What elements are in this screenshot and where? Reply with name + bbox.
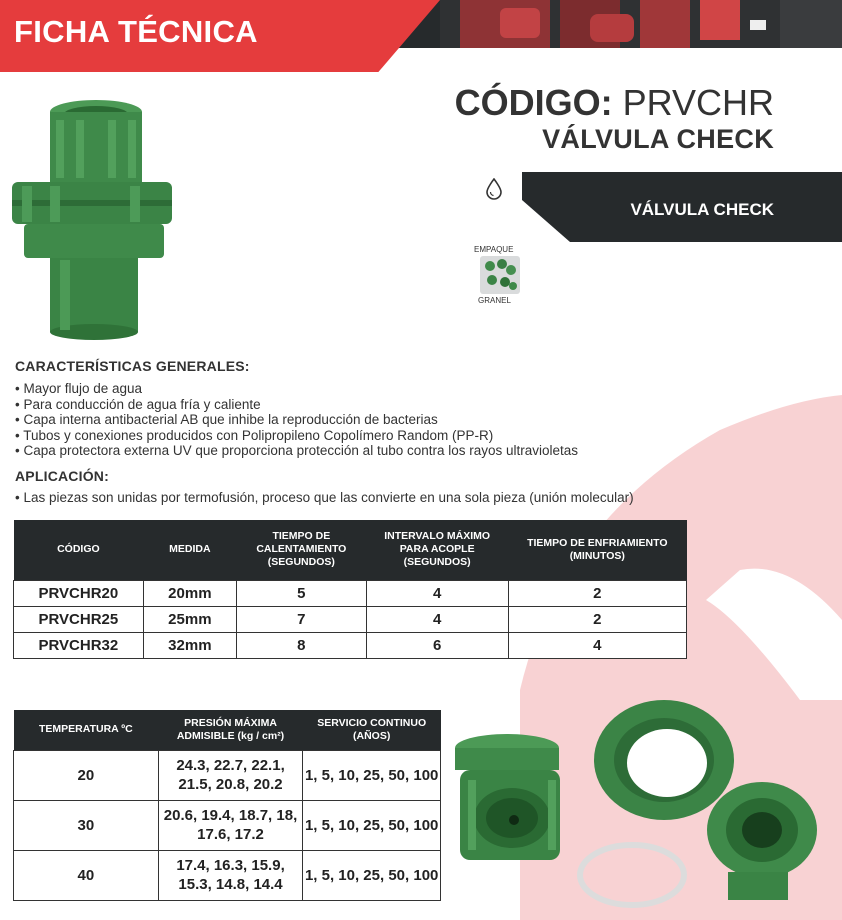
- cell: 2: [508, 580, 686, 606]
- col-header-heating-time: TIEMPO DE CALENTAMIENTO (SEGUNDOS): [236, 520, 366, 580]
- cell: PRVCHR32: [14, 632, 144, 658]
- header-pipes-photo: [440, 0, 842, 48]
- cell: 4: [508, 632, 686, 658]
- col-header-temperature: TEMPERATURA ºC: [14, 710, 159, 750]
- product-image: [10, 100, 180, 340]
- table-header-row: [14, 710, 441, 750]
- cell: 32mm: [143, 632, 236, 658]
- cell: 6: [366, 632, 508, 658]
- cell: 1, 5, 10, 25, 50, 100: [303, 850, 441, 900]
- table-row: [14, 750, 441, 800]
- general-list: [15, 381, 578, 459]
- cell: 4: [366, 580, 508, 606]
- table-row: [14, 632, 687, 658]
- product-code: PRVCHR: [622, 82, 774, 123]
- list-item: • Capa protectora externa UV que proporciona protección al tubo contra los rayos ultravioletas: [15, 443, 578, 459]
- cell: 7: [236, 606, 366, 632]
- table-row: [14, 580, 687, 606]
- col-header-service-years: SERVICIO CONTINUO (AÑOS): [303, 710, 441, 750]
- cell: 4: [366, 606, 508, 632]
- cell: 1, 5, 10, 25, 50, 100: [303, 750, 441, 800]
- product-name: VÁLVULA CHECK: [542, 124, 774, 154]
- table-header-row: [14, 520, 687, 580]
- list-item: • Mayor flujo de agua: [15, 381, 578, 397]
- list-item: • Para conducción de agua fría y caliente: [15, 397, 578, 413]
- col-header-cooling-time: TIEMPO DE ENFRIAMIENTO (MINUTOS): [508, 520, 686, 580]
- col-header-size: MEDIDA: [143, 520, 236, 580]
- code-label: CÓDIGO:: [454, 82, 613, 123]
- water-drop-icon: [484, 178, 504, 200]
- cell: 20: [14, 750, 159, 800]
- cell: 20mm: [143, 580, 236, 606]
- packaging-bag-image: [480, 256, 520, 294]
- cell: 5: [236, 580, 366, 606]
- application-list: [15, 490, 634, 506]
- cell: 24.3, 22.7, 22.1, 21.5, 20.8, 20.2: [158, 750, 303, 800]
- cell: 25mm: [143, 606, 236, 632]
- application-title: APLICACIÓN:: [15, 468, 109, 484]
- cell: 20.6, 19.4, 18.7, 18, 17.6, 17.2: [158, 800, 303, 850]
- general-section: [15, 358, 578, 459]
- cell: 30: [14, 800, 159, 850]
- packaging-bottom-label: GRANEL: [478, 296, 511, 305]
- col-header-max-pressure: PRESIÓN MÁXIMA ADMISIBLE (kg / cm²): [158, 710, 303, 750]
- general-title: CARACTERÍSTICAS GENERALES:: [15, 358, 250, 374]
- cell: PRVCHR20: [14, 580, 144, 606]
- application-section: [15, 468, 634, 506]
- spec-table: [13, 520, 687, 659]
- pressure-table: [13, 710, 441, 901]
- valve-parts-image: [442, 690, 842, 920]
- cell: 2: [508, 606, 686, 632]
- page-title: FICHA TÉCNICA: [14, 14, 258, 49]
- cell: 8: [236, 632, 366, 658]
- cell: 1, 5, 10, 25, 50, 100: [303, 800, 441, 850]
- table-row: [14, 606, 687, 632]
- list-item: • Las piezas son unidas por termofusión, proceso que las convierte en una sola pieza (unión molecular): [15, 490, 634, 506]
- header: [0, 0, 842, 75]
- col-header-max-interval: INTERVALO MÁXIMO PARA ACOPLE (SEGUNDOS): [366, 520, 508, 580]
- packaging-top-label: EMPAQUE: [474, 245, 514, 254]
- col-header-code: CÓDIGO: [14, 520, 144, 580]
- cell: 17.4, 16.3, 15.9, 15.3, 14.8, 14.4: [158, 850, 303, 900]
- table-row: [14, 850, 441, 900]
- list-item: • Tubos y conexiones producidos con Polipropileno Copolímero Random (PP-R): [15, 428, 578, 444]
- banner-label: VÁLVULA CHECK: [630, 200, 774, 219]
- cell: 40: [14, 850, 159, 900]
- product-code-line: [455, 82, 774, 124]
- table-row: [14, 800, 441, 850]
- list-item: • Capa interna antibacterial AB que inhibe la reproducción de bacterias: [15, 412, 578, 428]
- cell: PRVCHR25: [14, 606, 144, 632]
